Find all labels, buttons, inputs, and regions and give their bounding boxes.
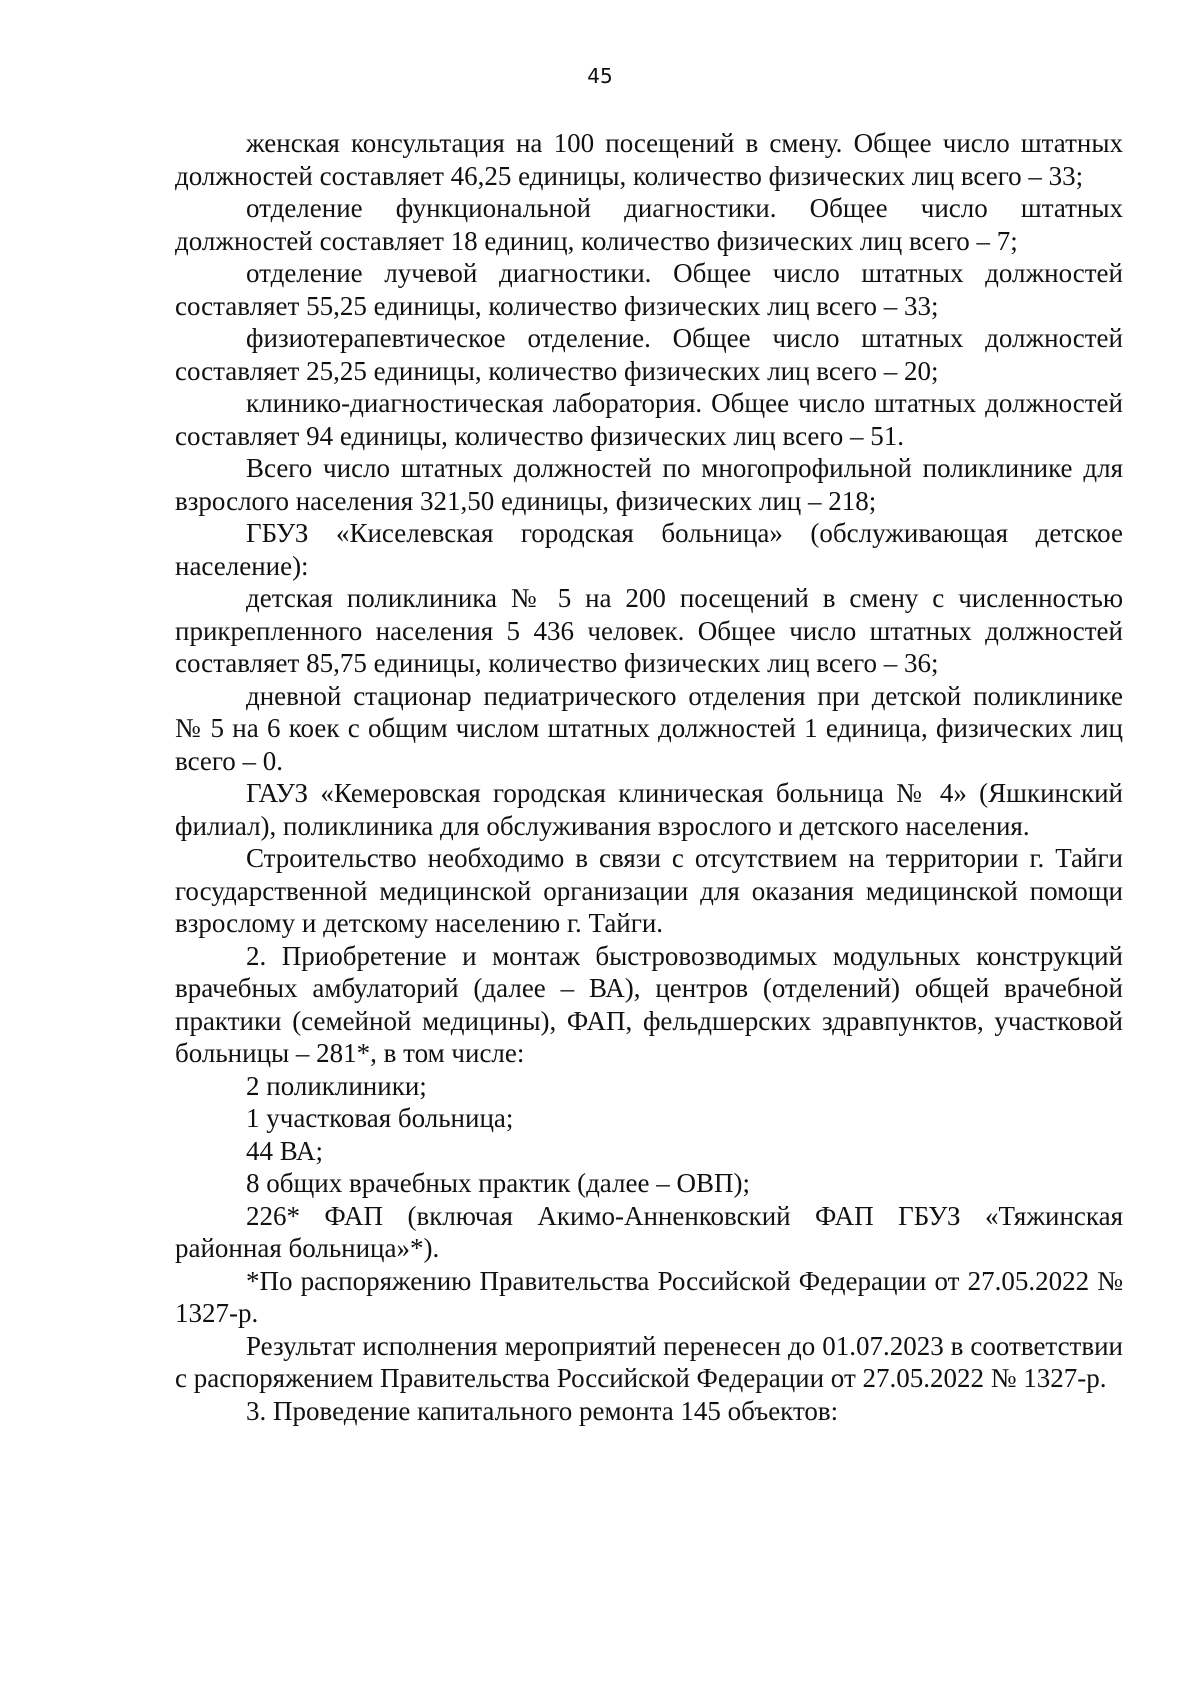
paragraph-kemerovo-hospital: ГАУЗ «Кемеровская городская клиническая больница № 4» (Яшкинский филиал), поликлиника для обслуживания взрослого и детского населения.: [175, 778, 1123, 841]
document-body: [175, 127, 1123, 1427]
paragraph-footnote-order: *По распоряжению Правительства Российской Федерации от 27.05.2022 № 1327-р.: [175, 1265, 1123, 1328]
list-item-polyclinics: 2 поликлиники;: [246, 1070, 427, 1101]
page-number: 45: [587, 64, 613, 88]
paragraph-modular-constructions: 2. Приобретение и монтаж быстровозводимых модульных конструкций врачебных амбулаторий (далее – ВА), центров (отделений) общей врачебной практики (семейной медицины), ФАП, фельдшерских здравпунктов, участковой больницы – 281*, в том числе:: [175, 940, 1123, 1068]
paragraph-clinical-lab: клинико-диагностическая лаборатория. Общее число штатных должностей составляет 94 единицы, количество физических лиц всего – 51.: [175, 388, 1123, 451]
list-item-district-hospital: 1 участковая больница;: [246, 1103, 514, 1133]
paragraph-result-postponed: Результат исполнения мероприятий перенесен до 01.07.2023 в соответствии с распоряжением Правительства Российской Федерации от 27.05.2022 № 1327-р.: [175, 1330, 1123, 1393]
paragraph-functional-diagnostics: отделение функциональной диагностики. Общее число штатных должностей составляет 18 единиц, количество физических лиц всего – 7;: [175, 193, 1123, 256]
paragraph-womens-consultation: женская консультация на 100 посещений в смену. Общее число штатных должностей составляет 46,25 единицы, количество физических лиц всего – 33;: [175, 128, 1123, 191]
paragraph-construction-reason: Строительство необходимо в связи с отсутствием на территории г. Тайги государственной медицинской организации для оказания медицинской помощи взрослому и детскому населению г. Тайги.: [175, 843, 1123, 938]
paragraph-children-polyclinic: детская поликлиника № 5 на 200 посещений в смену с численностью прикрепленного населения 5 436 человек. Общее число штатных должностей составляет 85,75 единицы, количество физических лиц всего – 36;: [175, 583, 1123, 678]
paragraph-radiology: отделение лучевой диагностики. Общее число штатных должностей составляет 55,25 единицы, количество физических лиц всего – 33;: [175, 258, 1123, 321]
paragraph-kiselevsk-hospital: ГБУЗ «Киселевская городская больница» (обслуживающая детское население):: [175, 518, 1123, 581]
list-item-va: 44 ВА;: [246, 1135, 324, 1166]
paragraph-day-hospital: дневной стационар педиатрического отделения при детской поликлинике № 5 на 6 коек с общим числом штатных должностей 1 единица, физических лиц всего – 0.: [175, 680, 1123, 776]
list-item-ovp: 8 общих врачебных практик (далее – ОВП);: [246, 1168, 750, 1198]
list-item-fap: 226* ФАП (включая Акимо-Анненковский ФАП ГБУЗ «Тяжинская районная больница»*).: [175, 1200, 1123, 1263]
paragraph-capital-repair: 3. Проведение капитального ремонта 145 объектов:: [246, 1395, 839, 1426]
paragraph-total-staff: Всего число штатных должностей по многопрофильной поликлинике для взрослого населения 321,50 единицы, физических лиц – 218;: [175, 453, 1123, 516]
paragraph-physiotherapy: физиотерапевтическое отделение. Общее число штатных должностей составляет 25,25 единицы, количество физических лиц всего – 20;: [175, 323, 1123, 386]
